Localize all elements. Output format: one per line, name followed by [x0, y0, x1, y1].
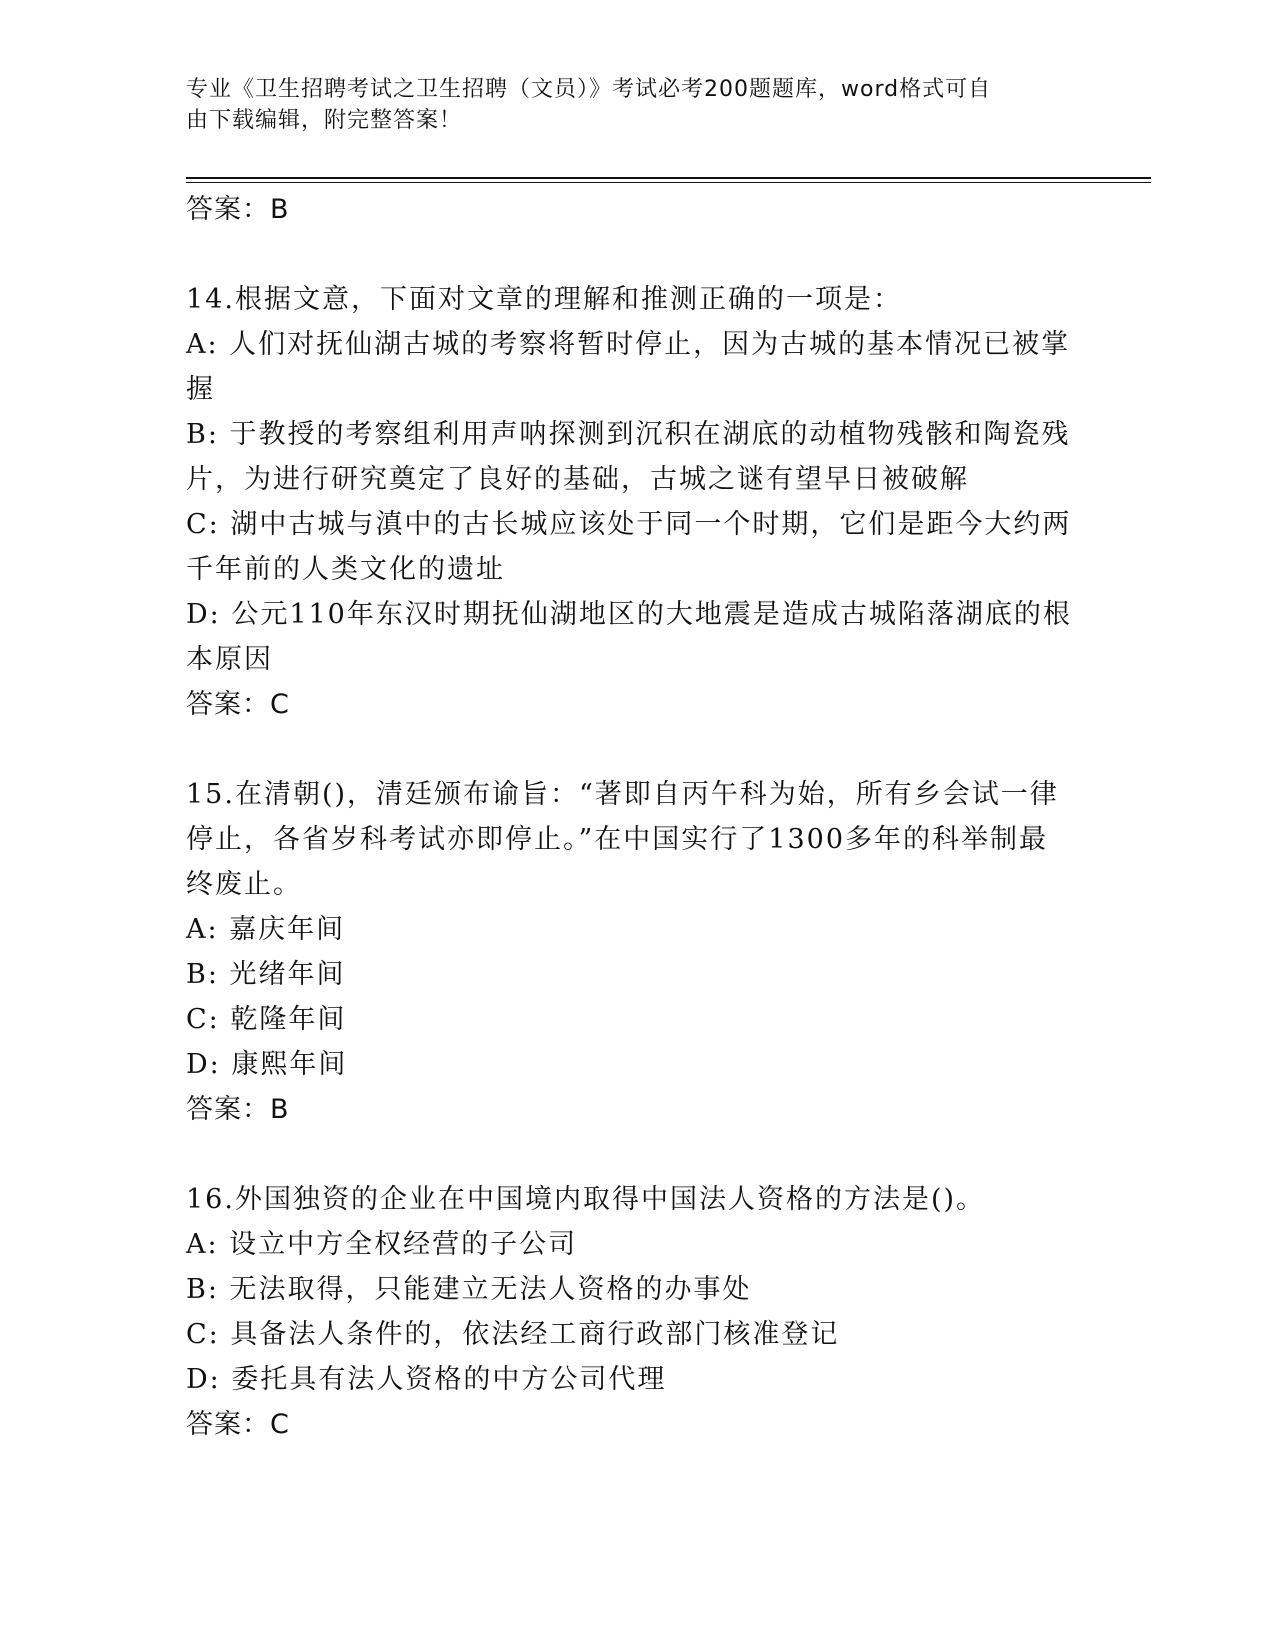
header-rule-thin	[186, 182, 1151, 183]
option-c-line: 千年前的人类文化的遗址	[186, 554, 505, 585]
option-b-line: B: 于教授的考察组利用声呐探测到沉积在湖底的动植物残骸和陶瓷残	[186, 419, 1071, 450]
header-rule-thick	[186, 177, 1151, 179]
option-d-line: D: 委托具有法人资格的中方公司代理	[186, 1364, 667, 1395]
header-line-2: 由下载编辑，附完整答案！	[186, 108, 463, 133]
spacer	[186, 1132, 1086, 1177]
question-14	[186, 277, 1086, 727]
option-c-line: C: 具备法人条件的，依法经工商行政部门核准登记	[186, 1319, 840, 1350]
option-d-line: 本原因	[186, 644, 273, 675]
option-b-line: B: 无法取得，只能建立无法人资格的办事处	[186, 1274, 752, 1305]
question-15	[186, 772, 1086, 1132]
answer-line: 答案：C	[186, 689, 290, 720]
document-header	[186, 74, 1076, 136]
option-d-line: D: 康熙年间	[186, 1049, 348, 1080]
option-b-line: B: 光绪年间	[186, 959, 346, 990]
option-d-line: D: 公元110年东汉时期抚仙湖地区的大地震是造成古城陷落湖底的根	[186, 599, 1072, 630]
option-a-line: 握	[186, 374, 215, 405]
spacer	[186, 232, 1086, 277]
header-line-1: 专业《卫生招聘考试之卫生招聘（文员）》考试必考200题题库，word格式可自	[186, 77, 992, 102]
option-c-line: C: 湖中古城与滇中的古长城应该处于同一个时期，它们是距今大约两	[186, 509, 1072, 540]
option-a-line: A: 设立中方全权经营的子公司	[186, 1229, 578, 1260]
spacer	[186, 727, 1086, 772]
question-stem-line: 停止，各省岁科考试亦即停止。”在中国实行了1300多年的科举制最	[186, 824, 1049, 855]
question-stem-line: 16.外国独资的企业在中国境内取得中国法人资格的方法是()。	[186, 1184, 986, 1215]
question-16	[186, 1177, 1086, 1447]
previous-answer: 答案：B	[186, 194, 290, 225]
answer-line: 答案：B	[186, 1094, 290, 1125]
question-content	[186, 187, 1086, 1447]
option-b-line: 片，为进行研究奠定了良好的基础，古城之谜有望早日被破解	[186, 464, 969, 495]
option-a-line: A: 人们对抚仙湖古城的考察将暂时停止，因为古城的基本情况已被掌	[186, 329, 1071, 360]
question-stem-line: 15.在清朝()，清廷颁布谕旨：“著即自丙午科为始，所有乡会试一律	[186, 779, 1059, 810]
option-a-line: A: 嘉庆年间	[186, 914, 346, 945]
option-c-line: C: 乾隆年间	[186, 1004, 347, 1035]
question-stem-line: 终废止。	[186, 869, 302, 900]
question-stem-line: 14.根据文意，下面对文章的理解和推测正确的一项是：	[186, 284, 902, 315]
answer-line: 答案：C	[186, 1409, 290, 1440]
